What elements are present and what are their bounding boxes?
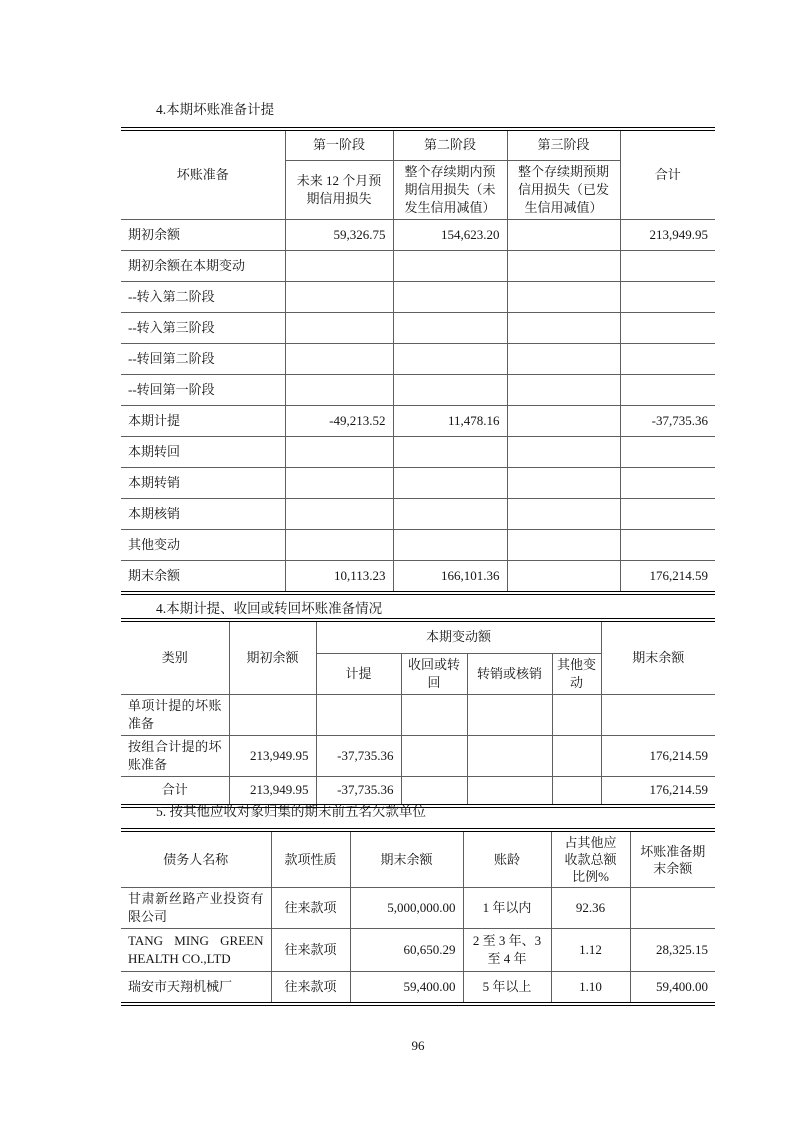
page-number: 96 xyxy=(411,1038,425,1053)
cell-value xyxy=(620,312,715,343)
column-subheader: 收回或转回 xyxy=(401,653,467,694)
column-subheader: 转销或核销 xyxy=(467,653,552,694)
cell-value xyxy=(393,343,507,374)
top-debtors-table xyxy=(121,832,715,1002)
cell-value xyxy=(467,735,552,776)
cell-value: 166,101.36 xyxy=(393,560,507,591)
cell-value: 176,214.59 xyxy=(620,560,715,591)
cell-value xyxy=(401,694,467,735)
cell-value: 213,949.95 xyxy=(229,776,316,804)
cell-value xyxy=(620,529,715,560)
column-header: 期末余额 xyxy=(601,622,715,694)
cell-value xyxy=(285,467,393,498)
debtor-name: 瑞安市天翔机械厂 xyxy=(121,972,271,1002)
table-row xyxy=(121,281,715,312)
cell-value: 213,949.95 xyxy=(229,735,316,776)
cell-value xyxy=(393,374,507,405)
cell-value: 11,478.16 xyxy=(393,405,507,436)
row-label: --转入第二阶段 xyxy=(121,281,285,312)
table-row xyxy=(121,622,715,653)
cell-value xyxy=(620,467,715,498)
provision-change-table xyxy=(121,622,715,804)
cell-value xyxy=(467,694,552,735)
row-label: 本期转回 xyxy=(121,436,285,467)
column-subheader: 计提 xyxy=(316,653,401,694)
column-header: 合计 xyxy=(620,131,715,219)
table-row xyxy=(121,374,715,405)
cell-value: 213,949.95 xyxy=(620,219,715,250)
row-label: 单项计提的坏账准备 xyxy=(121,694,229,735)
cell-value: 154,623.20 xyxy=(393,219,507,250)
cell-value xyxy=(401,735,467,776)
table-row xyxy=(121,436,715,467)
cell-value xyxy=(620,250,715,281)
table-row xyxy=(121,467,715,498)
cell-value xyxy=(393,529,507,560)
cell-value: 5 年以上 xyxy=(463,972,551,1002)
cell-value xyxy=(620,281,715,312)
cell-value: 28,325.15 xyxy=(630,929,715,972)
section-heading-provision-accrual: 4.本期坏账准备计提 xyxy=(156,102,275,117)
cell-value xyxy=(507,281,620,312)
column-header: 第二阶段 xyxy=(393,131,507,160)
cell-value: 59,400.00 xyxy=(630,972,715,1002)
cell-value xyxy=(507,312,620,343)
provision-change-table-frame xyxy=(121,618,715,808)
column-header: 账龄 xyxy=(463,832,551,888)
cell-value xyxy=(393,498,507,529)
cell-value xyxy=(393,467,507,498)
row-label: 本期核销 xyxy=(121,498,285,529)
table-row xyxy=(121,405,715,436)
column-group-header: 本期变动额 xyxy=(316,622,601,653)
section-heading-top-five-debtors: 5. 按其他应收对象归集的期末前五名欠款单位 xyxy=(156,804,426,819)
cell-value: 176,214.59 xyxy=(601,776,715,804)
cell-value: 59,326.75 xyxy=(285,219,393,250)
cell-value xyxy=(393,436,507,467)
row-label: --转回第一阶段 xyxy=(121,374,285,405)
cell-value xyxy=(285,281,393,312)
table-row xyxy=(121,735,715,776)
column-header: 期初余额 xyxy=(229,622,316,694)
cell-value xyxy=(285,498,393,529)
cell-value: 1 年以内 xyxy=(463,888,551,929)
row-label: 按组合计提的坏账准备 xyxy=(121,735,229,776)
column-subheader: 未来 12 个月预期信用损失 xyxy=(285,160,393,219)
cell-value xyxy=(285,343,393,374)
column-header: 期末余额 xyxy=(350,832,463,888)
column-header: 坏账准备期末余额 xyxy=(630,832,715,888)
cell-value xyxy=(620,498,715,529)
table-row xyxy=(121,343,715,374)
table-row xyxy=(121,312,715,343)
cell-value: -37,735.36 xyxy=(316,776,401,804)
column-header: 债务人名称 xyxy=(121,832,271,888)
row-label: --转回第二阶段 xyxy=(121,343,285,374)
corner-header: 坏账准备 xyxy=(121,131,285,219)
cell-value xyxy=(507,374,620,405)
column-header: 款项性质 xyxy=(271,832,350,888)
table-row xyxy=(121,888,715,929)
debtor-name: TANG MING GREEN HEALTH CO.,LTD xyxy=(121,929,271,972)
column-subheader: 整个存续期预期信用损失（已发生信用减值） xyxy=(507,160,620,219)
cell-value: 往来款项 xyxy=(271,888,350,929)
cell-value xyxy=(393,281,507,312)
table-row xyxy=(121,694,715,735)
cell-value xyxy=(285,312,393,343)
provision-stage-table-frame xyxy=(121,127,715,595)
cell-value xyxy=(507,250,620,281)
cell-value: -49,213.52 xyxy=(285,405,393,436)
top-debtors-table-frame xyxy=(121,828,715,1006)
cell-value: 5,000,000.00 xyxy=(350,888,463,929)
cell-value xyxy=(229,694,316,735)
cell-value: -37,735.36 xyxy=(316,735,401,776)
table-row xyxy=(121,219,715,250)
provision-stage-table xyxy=(121,131,715,591)
row-label: 本期计提 xyxy=(121,405,285,436)
cell-value: 92.36 xyxy=(551,888,630,929)
cell-value xyxy=(467,776,552,804)
cell-value xyxy=(507,560,620,591)
cell-value xyxy=(620,374,715,405)
table-row xyxy=(121,250,715,281)
column-header: 第一阶段 xyxy=(285,131,393,160)
table-row xyxy=(121,498,715,529)
cell-value xyxy=(285,250,393,281)
cell-value: 60,650.29 xyxy=(350,929,463,972)
cell-value xyxy=(552,694,601,735)
cell-value xyxy=(285,436,393,467)
table-row xyxy=(121,131,715,160)
cell-value xyxy=(507,498,620,529)
cell-value xyxy=(507,219,620,250)
column-subheader: 整个存续期内预期信用损失（未发生信用减值） xyxy=(393,160,507,219)
column-subheader: 其他变动 xyxy=(552,653,601,694)
row-label: 期末余额 xyxy=(121,560,285,591)
cell-value xyxy=(507,343,620,374)
cell-value xyxy=(552,735,601,776)
row-label: 其他变动 xyxy=(121,529,285,560)
debtor-name: 甘肃新丝路产业投资有限公司 xyxy=(121,888,271,929)
table-row xyxy=(121,929,715,972)
cell-value: 10,113.23 xyxy=(285,560,393,591)
row-label: 期初余额在本期变动 xyxy=(121,250,285,281)
row-label: 期初余额 xyxy=(121,219,285,250)
row-label: 合计 xyxy=(121,776,229,804)
cell-value xyxy=(620,343,715,374)
column-header: 第三阶段 xyxy=(507,131,620,160)
cell-value xyxy=(316,694,401,735)
column-header: 占其他应收款总额比例% xyxy=(551,832,630,888)
cell-value: 1.12 xyxy=(551,929,630,972)
table-row xyxy=(121,776,715,804)
cell-value xyxy=(285,374,393,405)
cell-value xyxy=(393,250,507,281)
cell-value: 2 至 3 年、3 至 4 年 xyxy=(463,929,551,972)
table-row xyxy=(121,972,715,1002)
cell-value xyxy=(507,405,620,436)
section-heading-provision-changes: 4.本期计提、收回或转回坏账准备情况 xyxy=(156,601,383,616)
cell-value xyxy=(285,529,393,560)
row-label: 本期转销 xyxy=(121,467,285,498)
cell-value xyxy=(401,776,467,804)
row-label: --转入第三阶段 xyxy=(121,312,285,343)
table-row xyxy=(121,560,715,591)
cell-value: 59,400.00 xyxy=(350,972,463,1002)
cell-value: 往来款项 xyxy=(271,929,350,972)
column-header: 类别 xyxy=(121,622,229,694)
cell-value xyxy=(507,529,620,560)
table-row xyxy=(121,529,715,560)
cell-value xyxy=(507,436,620,467)
cell-value xyxy=(507,467,620,498)
cell-value: -37,735.36 xyxy=(620,405,715,436)
cell-value xyxy=(601,694,715,735)
cell-value xyxy=(552,776,601,804)
cell-value: 1.10 xyxy=(551,972,630,1002)
cell-value xyxy=(630,888,715,929)
cell-value: 176,214.59 xyxy=(601,735,715,776)
table-row xyxy=(121,832,715,888)
cell-value: 往来款项 xyxy=(271,972,350,1002)
cell-value xyxy=(620,436,715,467)
cell-value xyxy=(393,312,507,343)
